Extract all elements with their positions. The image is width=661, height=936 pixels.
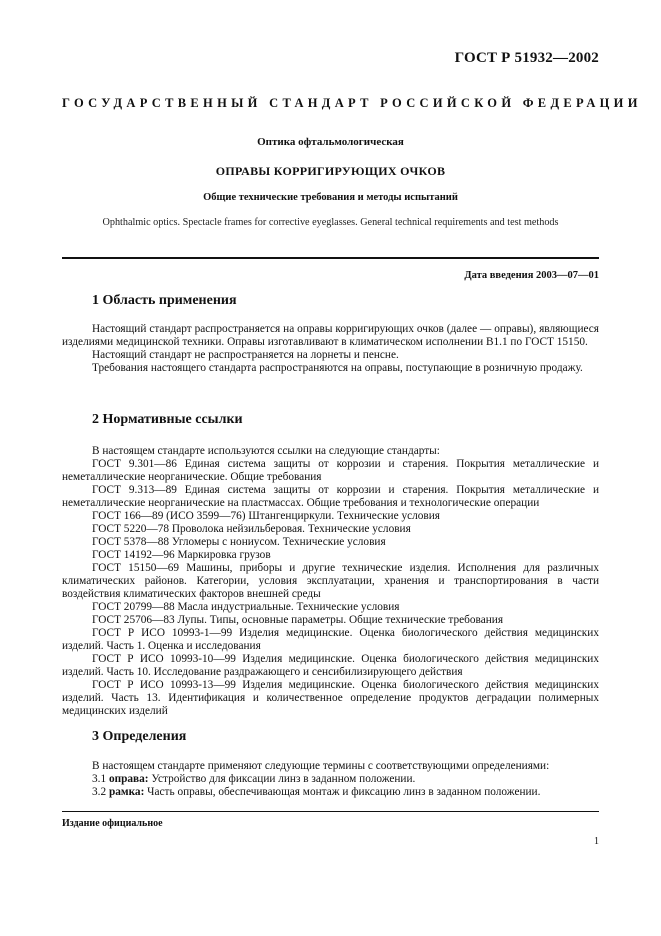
- section-3-heading: 3 Определения: [92, 729, 187, 744]
- reference-item: ГОСТ 5220—78 Проволока нейзильберовая. Технические условия: [92, 523, 411, 535]
- reference-item: ГОСТ 9.301—86 Единая система защиты от коррозии и старения. Покрытия металлические и неметаллические неорганические. Общие требования: [62, 458, 599, 483]
- introduction-date: Дата введения 2003—07—01: [464, 270, 599, 281]
- reference-item: ГОСТ 15150—69 Машины, приборы и другие технические изделия. Исполнения для различных климатических районов. Категории, условия эксплуатации, хранения и транспортирования в части воздействия климатических факторов внешней среды: [62, 562, 599, 600]
- reference-item: ГОСТ 14192—96 Маркировка грузов: [92, 549, 271, 561]
- term-number: 3.1: [92, 773, 107, 785]
- definition-item: [62, 786, 599, 799]
- top-divider: [62, 257, 599, 259]
- edition-label: Издание официальное: [62, 818, 163, 829]
- bottom-divider: [62, 811, 599, 812]
- english-title: Ophthalmic optics. Spectacle frames for corrective eyeglasses. General technical requirements and test methods: [102, 217, 559, 228]
- term: оправа:: [108, 773, 149, 785]
- term: рамка:: [108, 786, 145, 798]
- document-code: ГОСТ Р 51932—2002: [454, 50, 599, 66]
- reference-item: ГОСТ 25706—83 Лупы. Типы, основные параметры. Общие технические требования: [92, 614, 504, 626]
- term-definition: Устройство для фиксации линз в заданном положении.: [151, 773, 416, 785]
- reference-item: ГОСТ Р ИСО 10993-10—99 Изделия медицинские. Оценка биологического действия медицинских изделий. Часть 10. Исследование раздражающего и сенсибилизирующего действия: [62, 653, 599, 678]
- reference-item: ГОСТ 9.313—89 Единая система защиты от коррозии и старения. Покрытия металлические и неметаллические неорганические на пластмассах. Общие требования и технологические операции: [62, 484, 599, 509]
- main-title: ОПРАВЫ КОРРИГИРУЮЩИХ ОЧКОВ: [215, 164, 446, 178]
- reference-item: ГОСТ Р ИСО 10993-13—99 Изделия медицинские. Оценка биологического действия медицинских изделий. Часть 13. Идентификация и количественное определение продуктов деградации полимерных медицинских изделий: [62, 679, 599, 717]
- section-3-body: [62, 760, 599, 799]
- subtitle: Общие технические требования и методы испытаний: [203, 192, 458, 203]
- section-1-heading: 1 Область применения: [92, 293, 237, 308]
- paragraph: Настоящий стандарт не распространяется на лорнеты и пенсне.: [92, 349, 399, 361]
- definition-item: [62, 773, 599, 786]
- page-number: 1: [594, 836, 599, 847]
- reference-item: ГОСТ Р ИСО 10993-1—99 Изделия медицинские. Оценка биологического действия медицинских изделий. Часть 1. Оценка и исследования: [62, 627, 599, 652]
- state-standard-banner: ГОСУДАРСТВЕННЫЙ СТАНДАРТ РОССИЙСКОЙ ФЕДЕРАЦИИ: [62, 96, 642, 110]
- subject-line: Оптика офтальмологическая: [257, 136, 404, 148]
- section-1-body: [62, 323, 599, 375]
- reference-item: ГОСТ 20799—88 Масла индустриальные. Технические условия: [92, 601, 400, 613]
- paragraph: В настоящем стандарте применяют следующие термины с соответствующими определениями:: [92, 760, 550, 772]
- paragraph: В настоящем стандарте используются ссылки на следующие стандарты:: [92, 445, 440, 457]
- paragraph: Требования настоящего стандарта распространяются на оправы, поступающие в розничную продажу.: [92, 362, 583, 374]
- paragraph: Настоящий стандарт распространяется на оправы корригирующих очков (далее — оправы), являющиеся изделиями медицинской техники. Оправы изготавливают в климатическом исполнении В1.1 по ГОСТ 15150.: [62, 323, 599, 348]
- section-2-body: [62, 445, 599, 718]
- term-number: 3.2: [92, 786, 107, 798]
- reference-item: ГОСТ 5378—88 Угломеры с нониусом. Технические условия: [92, 536, 386, 548]
- reference-item: ГОСТ 166—89 (ИСО 3599—76) Штангенциркули. Технические условия: [92, 510, 440, 522]
- section-2-heading: 2 Нормативные ссылки: [92, 412, 243, 427]
- term-definition: Часть оправы, обеспечивающая монтаж и фиксацию линз в заданном положении.: [147, 786, 541, 798]
